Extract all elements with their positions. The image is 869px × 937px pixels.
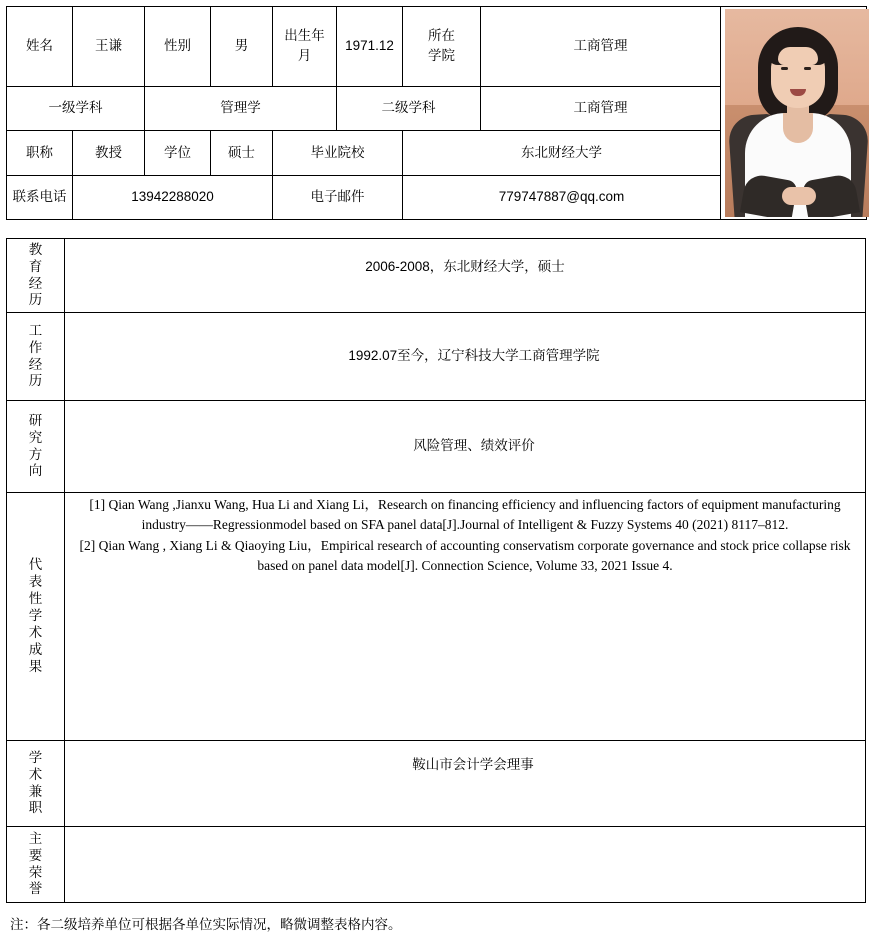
name-value: 王谦: [73, 7, 145, 87]
first-discipline-label: 一级学科: [7, 86, 145, 130]
name-label: 姓名: [7, 7, 73, 87]
achievements-label: [7, 493, 65, 741]
label-char: 方: [28, 446, 43, 462]
table-row: [7, 401, 866, 493]
table-row: [7, 493, 866, 741]
label-char: 育: [28, 258, 43, 274]
label-char: 术: [28, 766, 43, 782]
label-char: 究: [28, 429, 43, 445]
label-char: 果: [28, 658, 43, 674]
school-value: 东北财经大学: [403, 131, 721, 175]
label-char: 作: [28, 339, 43, 355]
college-label: [403, 7, 481, 87]
label-char: 工: [28, 322, 43, 338]
phone-label: 联系电话: [7, 175, 73, 219]
honors-value: [65, 827, 866, 903]
label-char: 术: [28, 624, 43, 640]
college-value: 工商管理: [481, 7, 721, 87]
degree-value: 硕士: [211, 131, 273, 175]
education-label: [7, 239, 65, 313]
publication-item: [1] Qian Wang ,Jianxu Wang, Hua Li and Xiang Li，Research on financing efficiency and influencing factors of equipment manufacturing industry——Regressionmodel based on SFA panel data[J].Journal of Intelligent & Fuzzy Systems 40 (2021) 8117–812.: [89, 497, 841, 533]
publication-item: [2] Qian Wang , Xiang Li & Qiaoying Liu，Empirical research of accounting conservatism corporate governance and stock price collapse risk based on panel data model[J]. Connection Science, Volume 33, 2021 Issue 4.: [79, 537, 851, 573]
label-char: 经: [28, 275, 43, 291]
label-char: 学: [28, 608, 43, 624]
label-char: 兼: [28, 783, 43, 799]
table-row: [7, 313, 866, 401]
honors-label: [7, 827, 65, 903]
title-value: 教授: [73, 131, 145, 175]
label-char: 经: [28, 356, 43, 372]
label-char: 历: [28, 373, 43, 389]
label-char: 誉: [28, 881, 43, 897]
achievements-value: [65, 493, 866, 741]
college-label-line1: 所在: [428, 28, 455, 44]
email-value: 779747887@qq.com: [403, 175, 721, 219]
research-label: [7, 401, 65, 493]
label-char: 荣: [28, 864, 43, 880]
parttime-label: [7, 741, 65, 827]
label-char: 性: [28, 591, 43, 607]
first-discipline-value: 管理学: [145, 86, 337, 130]
cv-table: [6, 6, 867, 220]
cv-sections-table: [6, 238, 866, 903]
title-label: 职称: [7, 131, 73, 175]
label-char: 主: [28, 830, 43, 846]
label-char: 职: [28, 800, 43, 816]
birth-value: 1971.12: [337, 7, 403, 87]
table-row: [7, 741, 866, 827]
label-char: 学: [28, 749, 43, 765]
table-row: [7, 7, 867, 87]
degree-label: 学位: [145, 131, 211, 175]
table-row: [7, 239, 866, 313]
second-discipline-label: 二级学科: [337, 86, 481, 130]
footer-note: 注：各二级培养单位可根据各单位实际情况，略微调整表格内容。: [10, 917, 402, 932]
birth-label-line2: 月: [297, 48, 312, 64]
work-value: 1992.07至今，辽宁科技大学工商管理学院: [65, 313, 866, 401]
research-value: 风险管理、绩效评价: [65, 401, 866, 493]
label-char: 研: [28, 412, 43, 428]
label-char: 代: [28, 557, 43, 573]
label-char: 表: [28, 574, 43, 590]
gender-value: 男: [211, 7, 273, 87]
label-char: 教: [28, 241, 43, 257]
school-label: 毕业院校: [273, 131, 403, 175]
phone-value: 13942288020: [73, 175, 273, 219]
college-label-line2: 学院: [428, 48, 455, 64]
parttime-value: 鞍山市会计学会理事: [65, 741, 866, 827]
second-discipline-value: 工商管理: [481, 86, 721, 130]
label-char: 向: [28, 463, 43, 479]
label-char: 历: [28, 292, 43, 308]
gender-label: 性别: [145, 7, 211, 87]
email-label: 电子邮件: [273, 175, 403, 219]
table-row: [7, 827, 866, 903]
work-label: [7, 313, 65, 401]
portrait-photo: [725, 9, 869, 217]
label-char: 要: [28, 847, 43, 863]
label-char: 成: [28, 641, 43, 657]
birth-label-line1: 出生年: [284, 28, 325, 44]
education-value: 2006-2008，东北财经大学，硕士: [65, 239, 866, 313]
photo-cell: [721, 7, 867, 220]
birth-label: [273, 7, 337, 87]
